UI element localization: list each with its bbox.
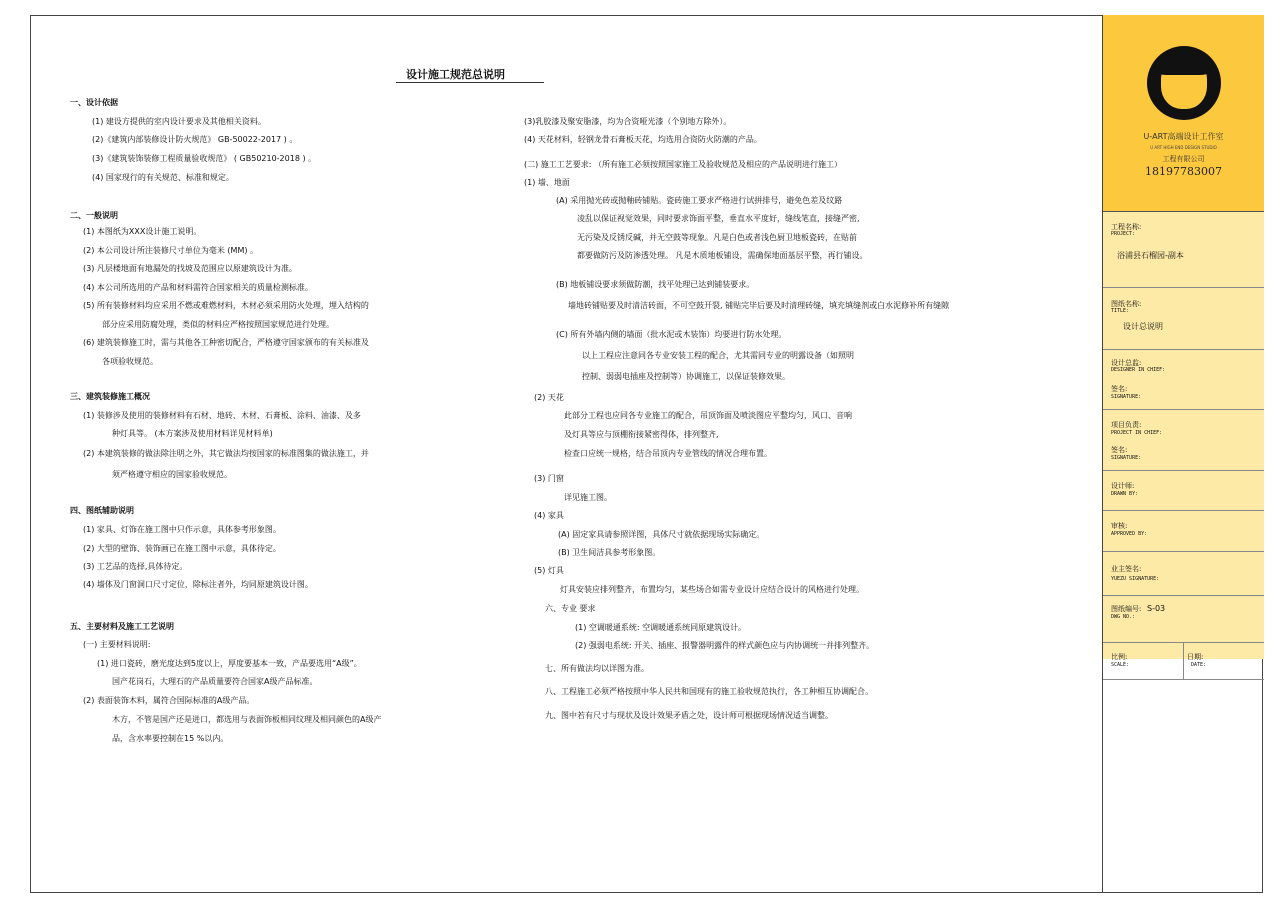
text-line: (B) 卫生间洁具参考形象图。 [558,548,661,557]
title-block [1102,15,1264,893]
separator [1103,409,1264,410]
scale-label: 比例: [1111,653,1128,661]
text-line: (5) 灯具 [534,566,564,575]
text-line: (1) 家具、灯饰在施工图中只作示意，具体参考形象图。 [83,525,281,534]
separator [1103,551,1264,552]
scale-label-en: SCALE: [1111,662,1130,668]
text-line: (2)《建筑内部装修设计防火规范》 GB-50022-2017 ) 。 [92,135,298,144]
separator [1103,595,1264,596]
approved-label-en: APPROVED BY: [1111,531,1148,537]
brand-name: U-ART高端设计工作室 [1143,132,1224,141]
brand-subtitle: U ART HIGH END DESIGN STUDIO [1150,145,1217,150]
drawing-label-en: TITLE: [1111,308,1130,314]
text-line: 部分应采用防腐处理，类似的材料应严格按照国家规范进行处理。 [102,320,334,329]
text-line: 都要做防污及防渗透处理。 凡是木质地板铺设，需确保地面基层平整，再行铺设。 [577,251,868,260]
text-line: 控制、弱弱电插座及控制等）协调施工，以保证装修效果。 [582,372,790,381]
separator [1103,349,1264,350]
section-heading: 一、设计依据 [70,98,118,107]
separator [1103,470,1264,471]
section-heading: 二、一般说明 [70,211,118,220]
text-line: (1) 空调暖通系统: 空调暖通系统同原建筑设计。 [575,623,747,632]
text-line: 各项验收规范。 [102,357,158,366]
text-line: (一) 主要材料说明: [83,640,151,649]
project-chief-label-en: PROJECT IN CHIEF: [1111,430,1163,436]
designer-chief-label-en: DESIGNER IN CHIEF: [1111,367,1166,373]
phone-number: 18197783007 [1145,165,1222,178]
owner-signature-label-en: YUEZU SIGNATURE: [1111,576,1160,582]
logo-panel [1103,15,1264,211]
text-line: (3) 工艺品的选择,具体待定。 [83,562,188,571]
date-label-en: DATE: [1191,662,1207,668]
text-line: (4) 墙体及门窗洞口尺寸定位，除标注者外，均同原建筑设计图。 [83,580,313,589]
separator [1103,679,1264,680]
text-line: (B) 地板铺设要求须做防潮，找平处理已达到铺装要求。 [556,280,755,289]
text-line: (4) 国家现行的有关规范、标准和规定。 [92,173,234,182]
separator [1103,510,1264,511]
company-name: 工程有限公司 [1162,155,1205,163]
signature1-label-en: SIGNATURE: [1111,394,1142,400]
dwg-number-label: 图纸编号: [1111,605,1142,613]
text-line: (A) 采用抛光砖或抛釉砖铺贴。瓷砖施工要求严格进行试拼排号，避免色差及纹路 [556,196,843,205]
text-line: (4) 天花材料，轻钢龙骨石膏板天花，均选用合资防火防潮的产品。 [524,135,762,144]
text-line: 墙地砖铺贴要及时清洁砖面，不可空鼓开裂, 铺贴完毕后要及时清理砖缝，填充填缝剂或白水泥修补所有缝隙 [568,301,950,310]
dwg-number-label-en: DWG NO.: [1111,614,1136,620]
text-line: (3)乳胶漆及聚安脂漆，均为合资哑光漆（个别地方除外）。 [524,117,732,126]
text-line: (C) 所有外墙内侧的墙面（批水泥或木装饰）均要进行防水处理。 [556,330,787,339]
project-label: 工程名称: [1111,223,1142,231]
text-line: (1) 墙、地面 [524,178,570,187]
separator [1183,643,1184,679]
text-line: (5) 所有装修材料均应采用不燃或难燃材料，木材必须采用防火处理，埋入结构的 [83,301,369,310]
text-line: 详见施工图。 [564,493,612,502]
text-line: 此部分工程也应同各专业施工的配合，吊顶饰面及喷淡图应平整均匀，风口、音响 [564,411,852,420]
text-line: (4) 本公司所选用的产品和材料需符合国家相关的质量检测标准。 [83,283,313,292]
section-heading: 四、图纸辅助说明 [70,506,134,515]
text-line: 七、所有做法均以详图为准。 [545,664,649,673]
drawing-value: 设计总说明 [1123,322,1163,331]
dwg-number-value: S-03 [1147,604,1166,613]
text-line: (A) 固定家具请参照详图，具体尺寸就依据现场实际确定。 [558,530,765,539]
project-value: 浴浦县石榴园-副本 [1117,251,1184,260]
text-line: (1) 建设方提供的室内设计要求及其他相关资料。 [92,117,266,126]
text-line: (1) 进口瓷砖，磨光度达到5度以上，厚度要基本一致，产品要选用“A级”。 [97,659,362,668]
text-line: 以上工程应注意同各专业安装工程的配合，尤其需同专业的明露设备（如照明 [582,351,854,360]
separator [1103,287,1264,288]
date-label: 日期: [1187,653,1204,661]
designer-chief-label: 设计总监: [1111,359,1142,367]
text-line: (2) 强弱电系统: 开关、插座、报警器明露件的样式颜色应与内协调统一并排列整齐。 [575,641,875,650]
text-line: (2) 本建筑装修的做法除注明之外，其它做法均按国家的标准图集的做法施工，并 [83,449,369,458]
text-line: (2) 天花 [534,393,564,402]
text-line: (3)《建筑装饰装修工程质量验收规范》 ( GB50210-2018 ) 。 [92,154,317,163]
text-line: (3) 凡层楼地面有地漏处的找坡及范围应以原建筑设计为准。 [83,264,297,273]
section-heading: 五、主要材料及施工工艺说明 [70,622,174,631]
text-line: 九、图中若有尺寸与现状及设计效果矛盾之处，设计师可根据现场情况适当调整。 [545,711,833,720]
document-title: 设计施工规范总说明 [406,68,505,81]
text-line: 无污染及反锈反碱，并无空鼓等现象。凡是白色或者浅色厨卫地板瓷砖，在贴前 [577,233,857,242]
text-line: 品，含水率要控制在15 %以内。 [112,734,229,743]
drawing-label: 图纸名称: [1111,300,1142,308]
signature2-label: 签名: [1111,446,1128,454]
designer-label-en: DRAWN BY: [1111,491,1139,497]
text-line: (6) 建筑装修施工时，需与其他各工种密切配合，严格遵守国家颁布的有关标准及 [83,338,369,347]
text-line: (2) 表面装饰木料，属符合国际标准的A级产品。 [83,696,255,705]
signature2-label-en: SIGNATURE: [1111,455,1142,461]
text-line: 检查口应统一规格，结合吊顶内专业管线的情况合理布置。 [564,449,772,458]
section-heading: 三、建筑装修施工概况 [70,392,150,401]
text-line: (1) 装修涉及使用的装修材料有石材、地砖、木材、石膏板、涂料、油漆、及多 [83,411,361,420]
text-line: 木方，不管是国产还是进口，都选用与表面饰板相同纹理及相同颜色的A级产 [112,715,382,724]
text-line: (4) 家具 [534,511,564,520]
designer-label: 设计师: [1111,482,1135,490]
text-line: 八、工程施工必须严格按照中华人民共和国现有的施工验收规范执行，各工种相互协调配合。 [545,687,873,696]
text-line: (2) 大型的壁饰、装饰画已在施工图中示意，具体待定。 [83,544,281,553]
logo-hair-icon [1155,51,1211,75]
text-line: (1) 本图纸为XXX设计施工说明。 [83,227,202,236]
text-line: (3) 门窗 [534,474,564,483]
text-line: 国产花岗石，大理石的产品质量要符合国家A级产品标准。 [112,677,318,686]
text-line: 凌乱以保证视觉效果，同时要求饰面平整，垂直水平度好，缝线笔直，接缝严密, [577,214,860,223]
owner-signature-label: 业主签名: [1111,565,1142,573]
project-label-en: PROJECT: [1111,231,1136,237]
signature1-label: 签名: [1111,385,1128,393]
text-line: 须严格遵守相应的国家验收规范。 [112,470,232,479]
project-chief-label: 项目负责: [1111,421,1142,429]
text-line: (二) 施工工艺要求: （所有施工必须按照国家施工及验收规范及相应的产品说明进行施工） [524,160,843,169]
text-line: 灯具安装应排列整齐，布置均匀，某些场合如需专业设计应结合设计的风格进行处理。 [560,585,864,594]
text-line: (2) 本公司设计所注装修尺寸单位为毫米 (MM) 。 [83,246,259,255]
approved-label: 审核: [1111,522,1128,530]
text-line: 六、专业 要求 [545,604,596,613]
title-underline [396,82,544,83]
text-line: 及灯具等应与顶棚衔接紧密得体，排列整齐, [564,430,719,439]
text-line: 种灯具等。 (本方案涉及使用材料详见材料单) [112,429,273,438]
